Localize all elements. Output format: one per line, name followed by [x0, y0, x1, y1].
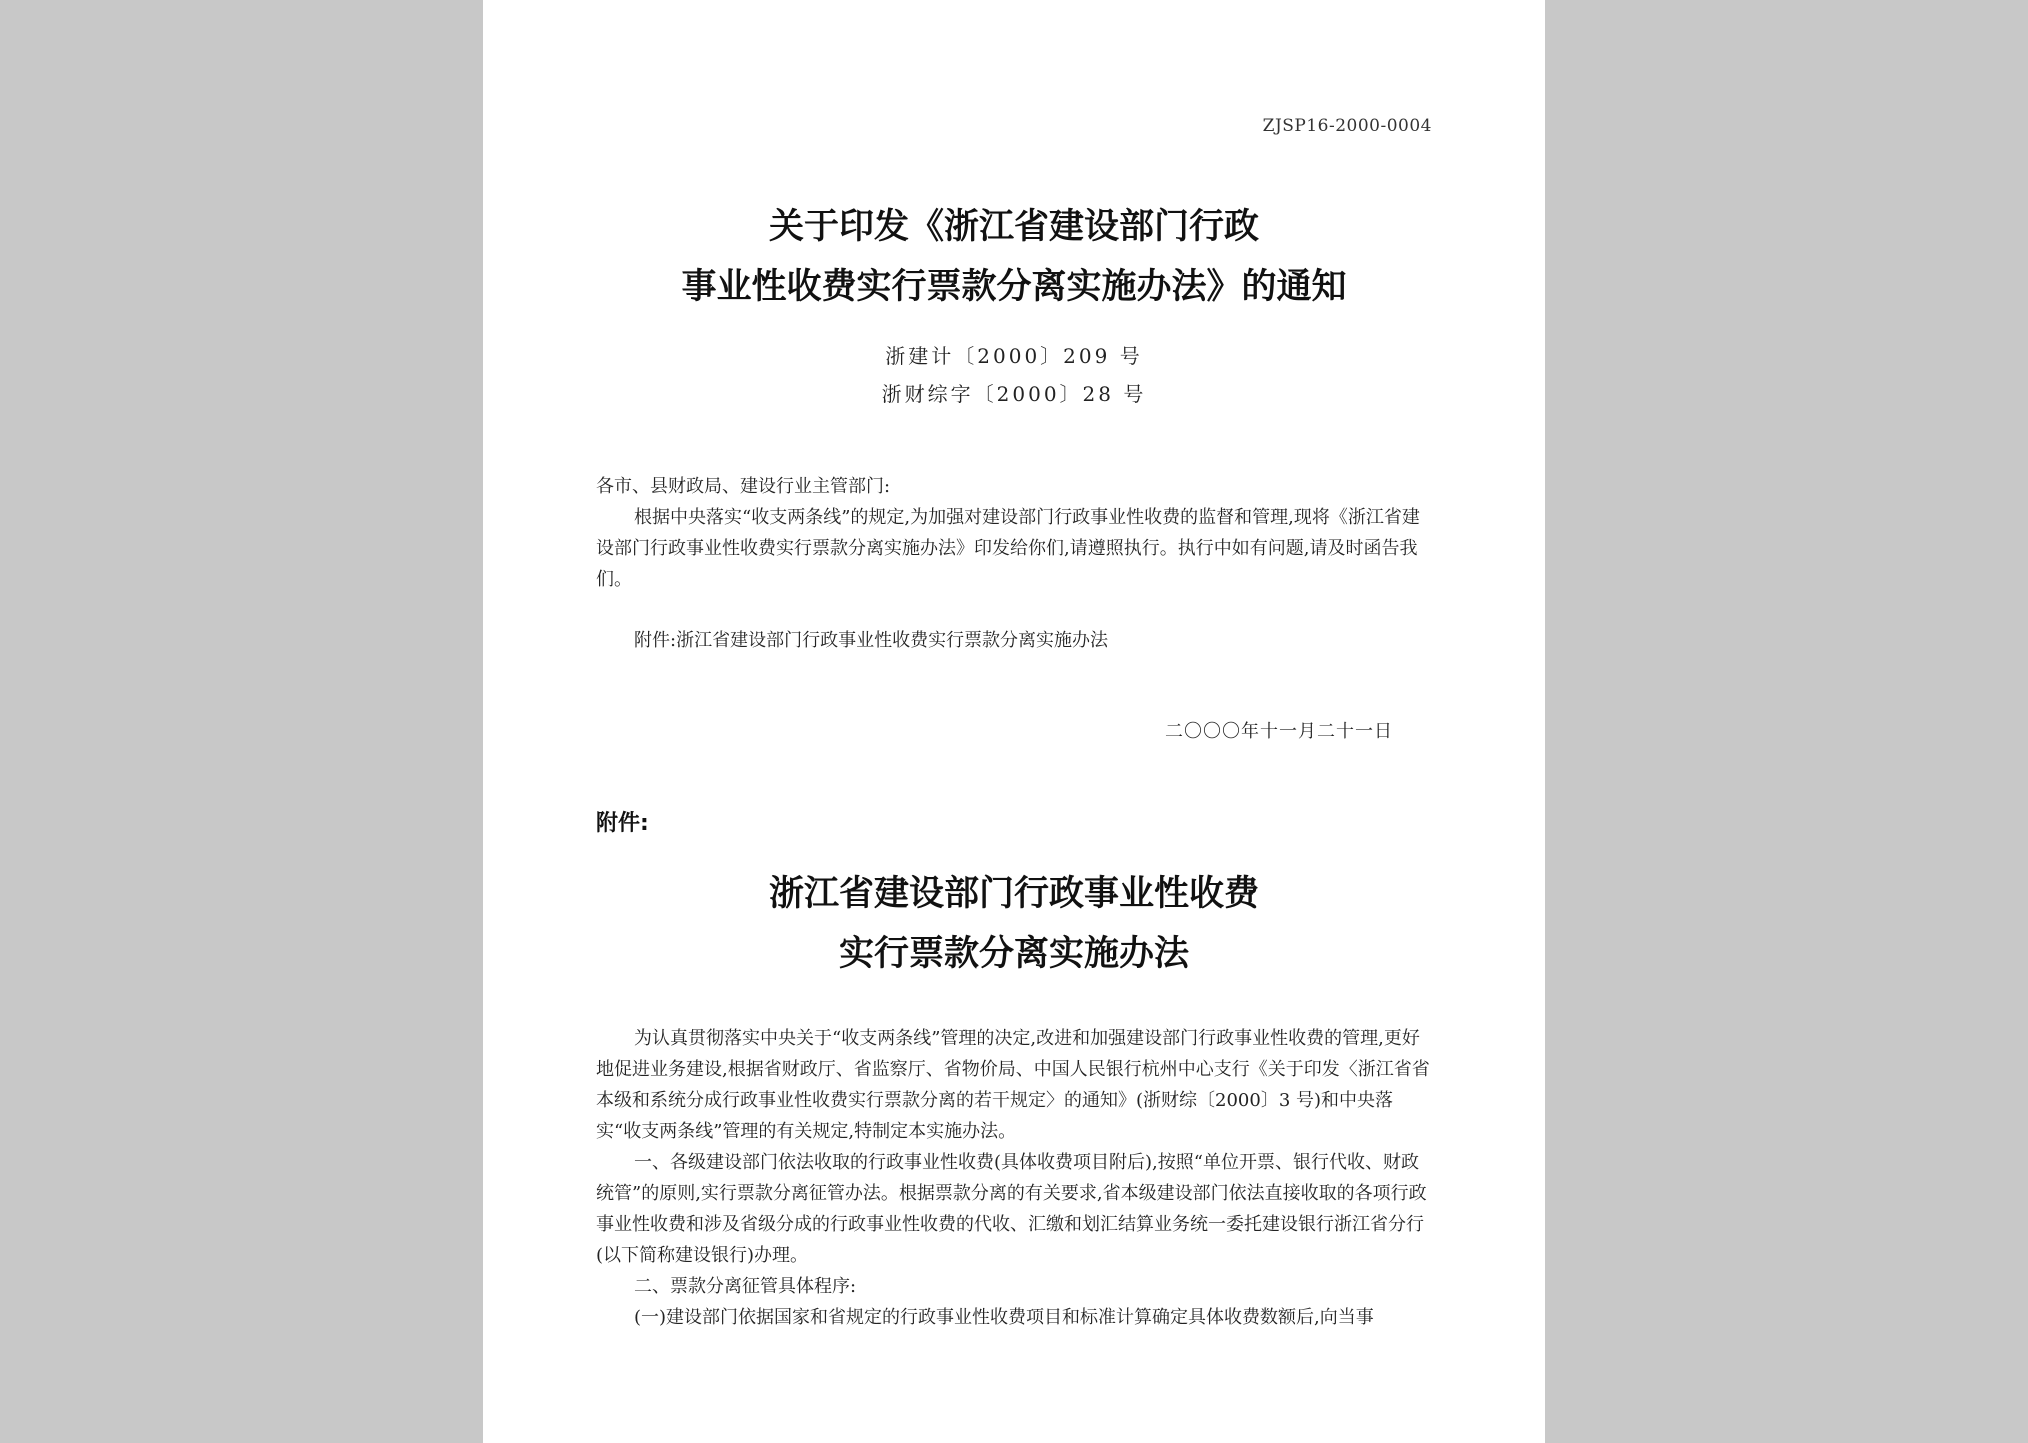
document-number-1: 浙建计〔2000〕209 号: [885, 344, 1143, 368]
body-paragraph-4: (一)建设部门依据国家和省规定的行政事业性收费项目和标准计算确定具体收费数额后,向当事: [634, 1307, 1374, 1328]
attachment-body: [596, 1023, 1436, 1333]
body-paragraph-3: 二、票款分离征管具体程序:: [634, 1276, 857, 1297]
sign-date: 二〇〇〇年十一月二十一日: [1165, 721, 1393, 742]
body-paragraph-2: 一、各级建设部门依法收取的行政事业性收费(具体收费项目附后),按照“单位开票、银行代收、财政统管”的原则,实行票款分离征管办法。根据票款分离的有关要求,省本级建设部门依法直接收取的各项行政事业性收费和涉及省级分成的行政事业性收费的代收、汇缴和划汇结算业务统一委托建设银行浙江省分行(以下简称建设银行)办理。: [596, 1152, 1427, 1266]
main-title-line-2: 事业性收费实行票款分离实施办法》的通知: [681, 267, 1347, 307]
body-paragraph-1: 为认真贯彻落实中央关于“收支两条线”管理的决定,改进和加强建设部门行政事业性收费的管理,更好地促进业务建设,根据省财政厅、省监察厅、省物价局、中国人民银行杭州中心支行《关于印发〈浙江省省本级和系统分成行政事业性收费实行票款分离的若干规定〉的通知》(浙财综〔2000〕3 号)和中央落实“收支两条线”管理的有关规定,特制定本实施办法。: [596, 1028, 1430, 1142]
document-number-2: 浙财综字〔2000〕28 号: [881, 382, 1147, 406]
attachment-title-line-1: 浙江省建设部门行政事业性收费: [768, 874, 1259, 914]
attachment-title: [483, 864, 1545, 984]
attachment-label: 附件:: [596, 811, 649, 836]
document-numbers: [483, 337, 1545, 413]
main-title-line-1: 关于印发《浙江省建设部门行政: [768, 207, 1259, 247]
attachment-title-line-2: 实行票款分离实施办法: [838, 934, 1189, 974]
main-title: [483, 197, 1545, 317]
document-code: ZJSP16-2000-0004: [1262, 116, 1432, 136]
notice-paragraph: [596, 502, 1436, 595]
addressee: 各市、县财政局、建设行业主管部门:: [596, 476, 891, 497]
attachment-line: [596, 625, 1436, 656]
notice-paragraph-text: 根据中央落实“收支两条线”的规定,为加强对建设部门行政事业性收费的监督和管理,现将《浙江省建设部门行政事业性收费实行票款分离实施办法》印发给你们,请遵照执行。执行中如有问题,请及时函告我们。: [596, 507, 1420, 590]
document-page: [483, 0, 1545, 1443]
attachment-line-text: 附件:浙江省建设部门行政事业性收费实行票款分离实施办法: [634, 630, 1109, 651]
